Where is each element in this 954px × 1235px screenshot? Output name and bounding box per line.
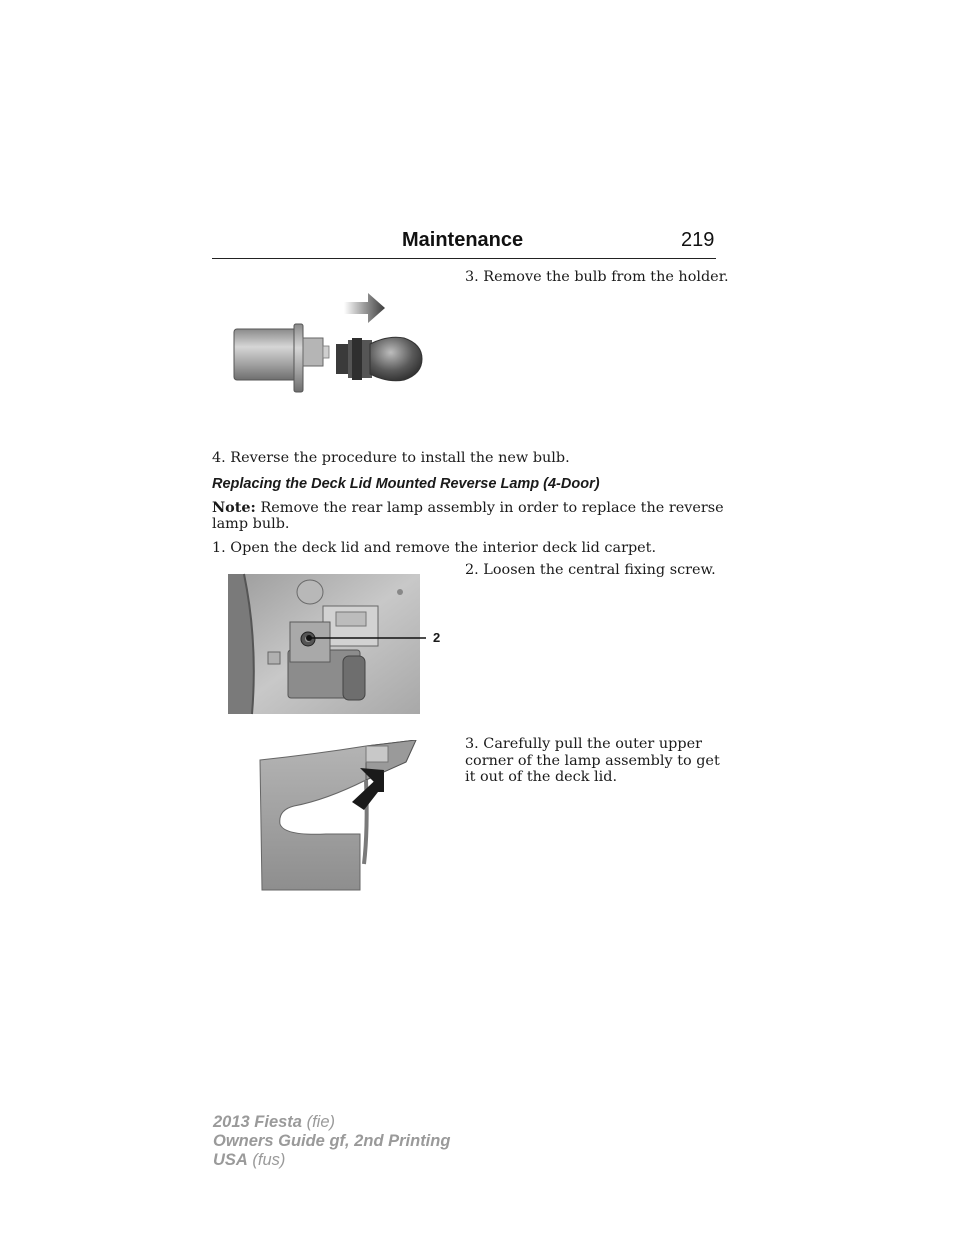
step-loosen-screw: 2. Loosen the central fixing screw. <box>465 562 716 578</box>
step-pull-line2: corner of the lamp assembly to get <box>465 753 720 769</box>
note-text-line2: lamp bulb. <box>212 516 290 532</box>
callout-leader-line <box>300 630 432 646</box>
step-remove-bulb: 3. Remove the bulb from the holder. <box>465 269 729 285</box>
note-text-line1: Remove the rear lamp assembly in order to replace the reverse <box>255 500 724 516</box>
step-reverse-procedure: 4. Reverse the procedure to install the new bulb. <box>212 450 570 466</box>
footer-market: USA <box>213 1151 248 1169</box>
section-title: Maintenance <box>402 229 524 251</box>
step-open-deck-lid: 1. Open the deck lid and remove the interior deck lid carpet. <box>212 540 657 556</box>
footer-model: 2013 Fiesta <box>213 1113 302 1131</box>
page-number: 219 <box>681 229 715 251</box>
lamp-pull-illustration <box>256 740 420 892</box>
subsection-heading: Replacing the Deck Lid Mounted Reverse Lamp (4-Door) <box>212 476 600 492</box>
header-divider <box>212 258 716 259</box>
footer-block <box>213 1113 450 1170</box>
step-pull-line1: 3. Carefully pull the outer upper <box>465 736 702 752</box>
bulb-removal-illustration <box>228 288 428 398</box>
footer-guide: Owners Guide gf, 2nd Printing <box>213 1132 451 1150</box>
footer-model-code: (fie) <box>301 1113 335 1131</box>
footer-market-code: (fus) <box>247 1151 286 1169</box>
note-label: Note: <box>212 499 256 516</box>
step-pull-line3: it out of the deck lid. <box>465 769 618 785</box>
direction-arrow-icon <box>344 293 385 323</box>
callout-number: 2 <box>433 630 441 645</box>
note-paragraph <box>212 499 724 517</box>
